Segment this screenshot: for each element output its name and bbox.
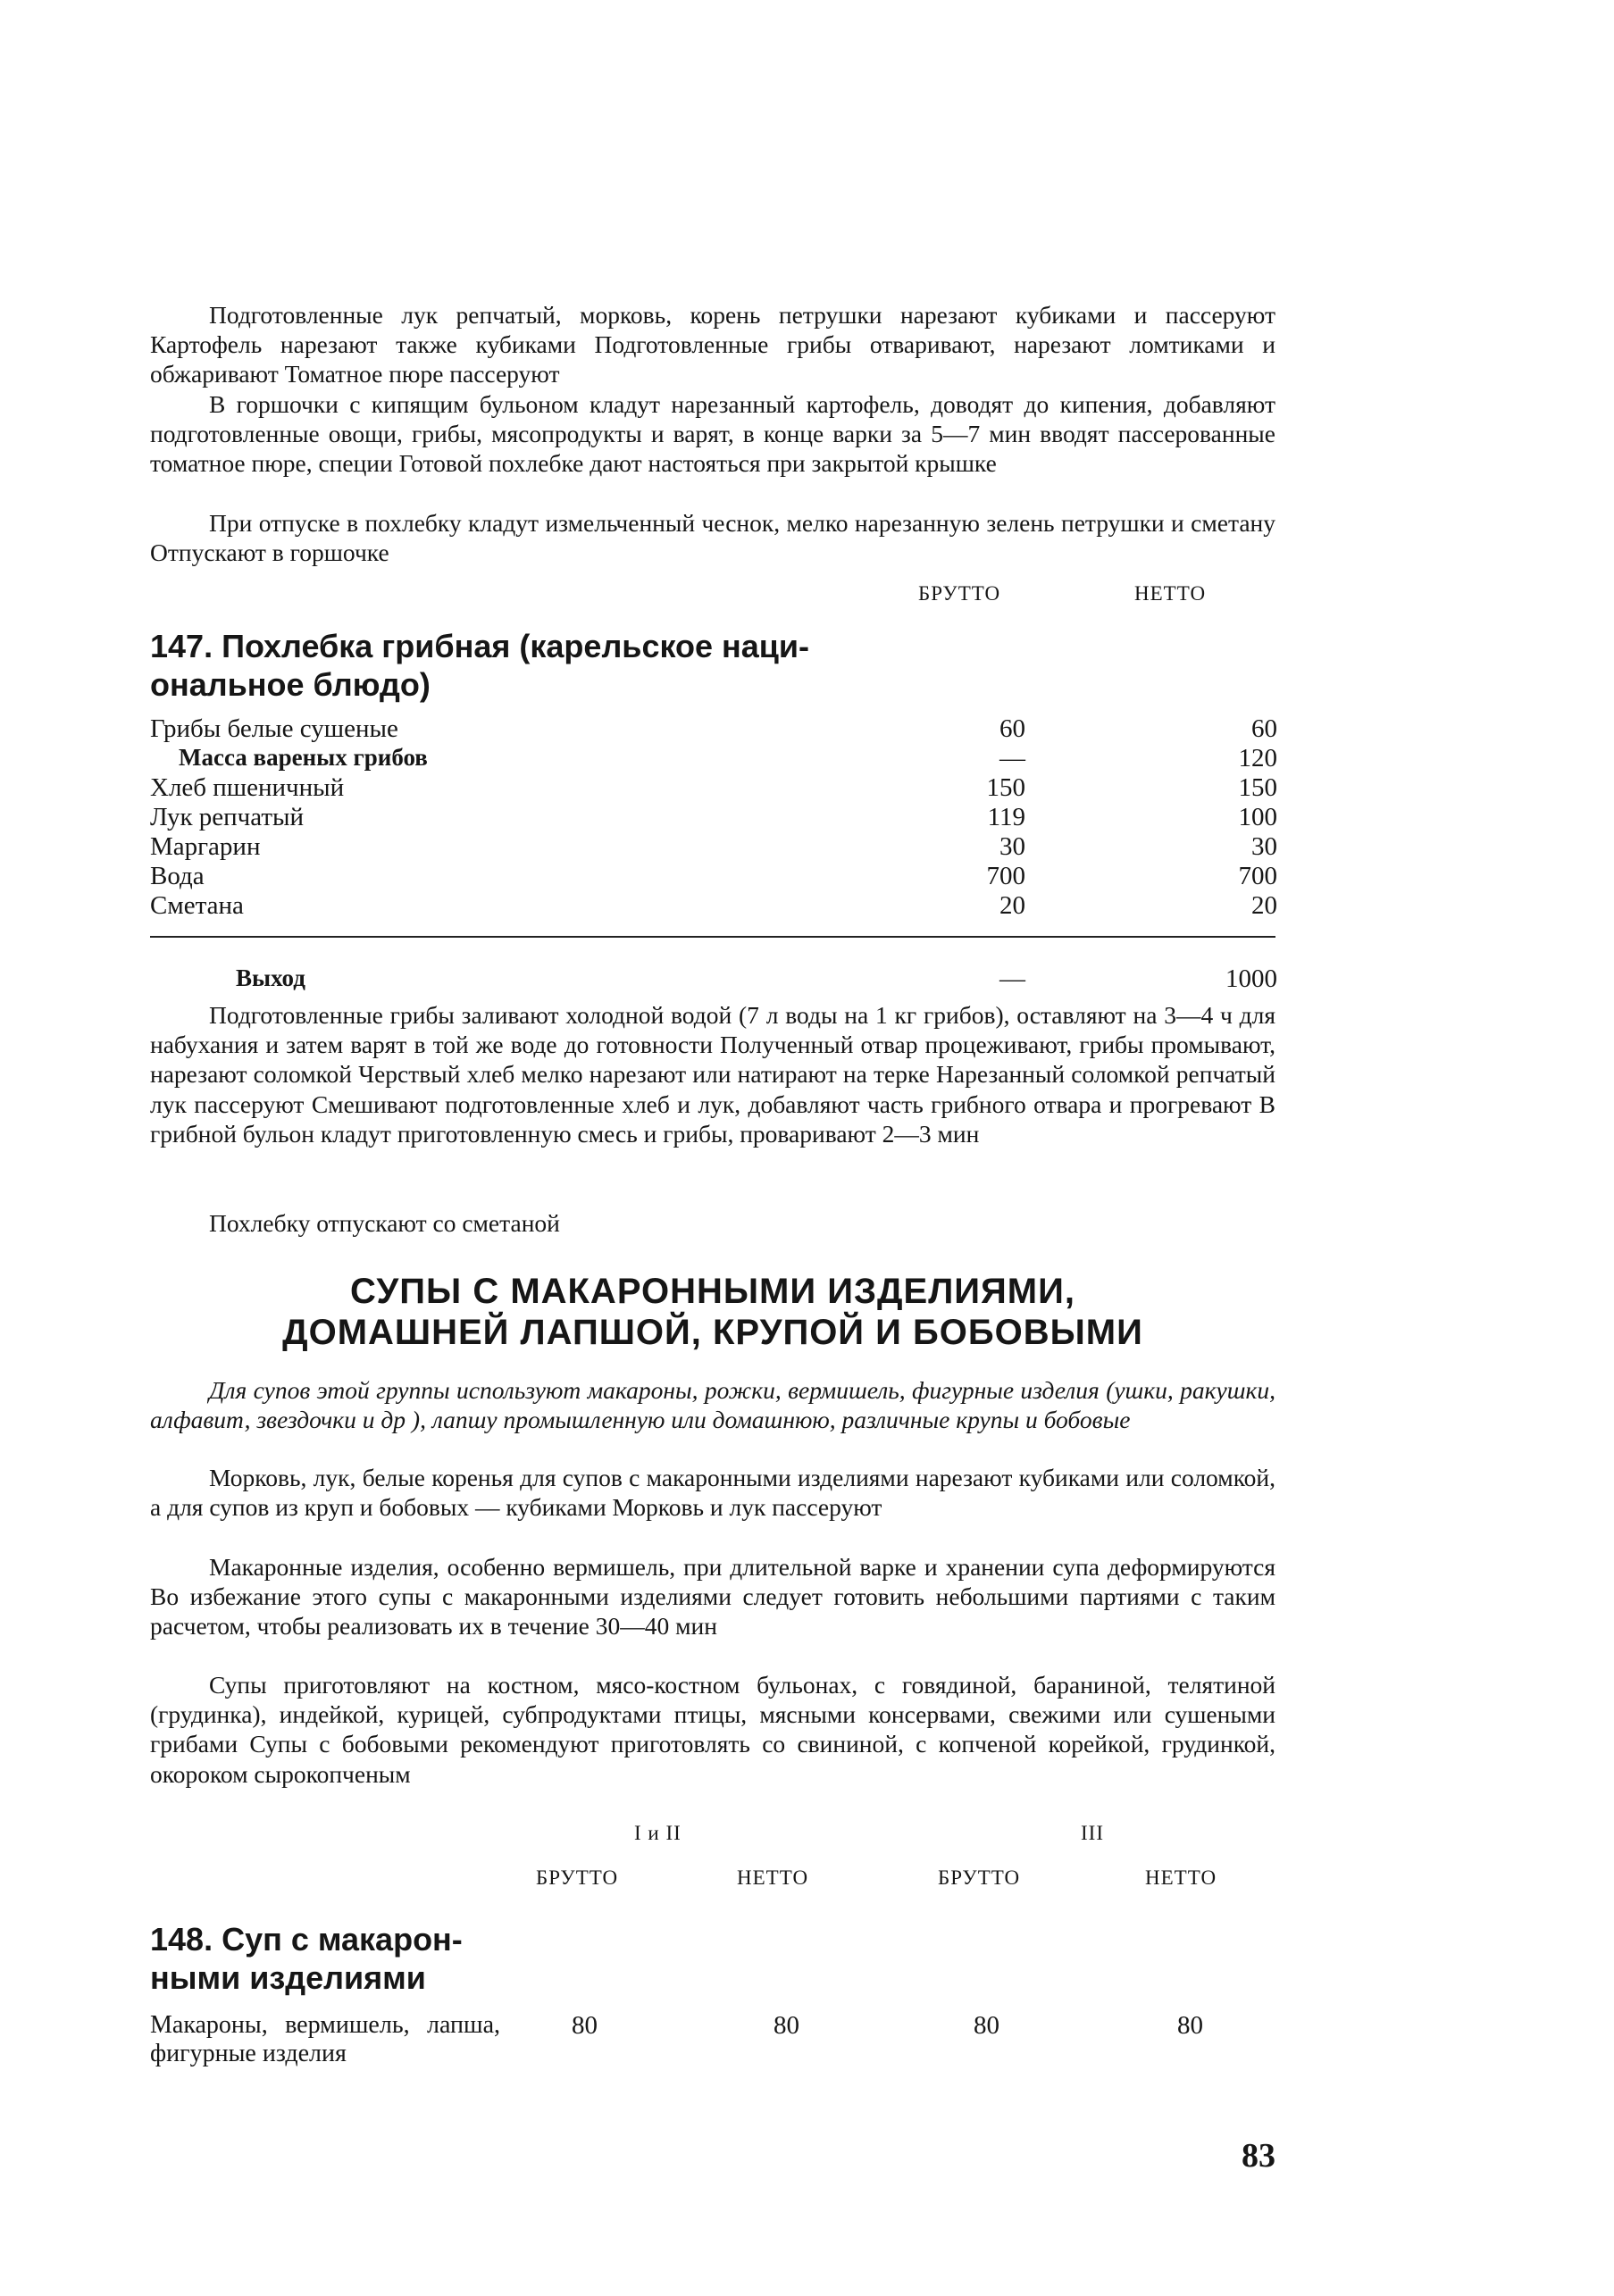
ingredient-row — [150, 862, 1275, 891]
recipe-148-title-line2: ными изделиями — [150, 1959, 426, 1996]
brutto-value: 150 — [986, 773, 1025, 802]
netto-value: 60 — [1251, 714, 1277, 743]
ingredient-name: Вода — [150, 862, 205, 890]
col-netto-header: НЕТТО — [1134, 582, 1207, 605]
yield-label: Выход — [236, 964, 305, 991]
netto-value: 30 — [1251, 832, 1277, 861]
brutto-value: 60 — [999, 714, 1025, 743]
recipe-147-serving: Похлебку отпускают со сметаной — [209, 1209, 560, 1237]
row-148-value: 80 — [572, 2011, 598, 2040]
ingredient-name: Хлеб пшеничный — [150, 773, 345, 802]
page-number: 83 — [1242, 2137, 1275, 2175]
netto-value: 120 — [1238, 744, 1277, 772]
intro-paragraph-1: Подготовленные лук репчатый, морковь, корень петрушки нарезают кубиками и пассеруют Картофель нарезают также кубиками Подготовленные грибы отваривают, нарезают ломтиками и обжаривают Томатное пюре пассеруют — [150, 301, 1275, 388]
col-brutto-header: БРУТТО — [918, 582, 1001, 605]
section-paragraph-1: Для супов этой группы используют макароны, рожки, вермишель, фигурные изделия (ушки, ракушки, алфавит, звездочки и др ), лапшу промышленную или домашнюю, различные крупы и бобовые — [150, 1376, 1275, 1434]
row-148-value: 80 — [974, 2011, 999, 2040]
ingredient-name: Масса вареных грибов — [179, 744, 428, 771]
intro-paragraph-3: При отпуске в похлебку кладут измельченный чеснок, мелко нарезанную зелень петрушки и сметану Отпускают в горшочке — [150, 509, 1275, 567]
ingredient-name: Сметана — [150, 891, 244, 920]
brutto-value: 700 — [986, 862, 1025, 890]
recipe-147-title-line2: ональное блюдо) — [150, 666, 431, 703]
netto-value: 100 — [1238, 803, 1277, 831]
netto-value: 700 — [1238, 862, 1277, 890]
section-paragraph-2: Морковь, лук, белые коренья для супов с макаронными изделиями нарезают кубиками или соломкой, а для супов из круп и бобовых — кубиками Морковь и лук пассеруют — [150, 1464, 1275, 1522]
brutto-value: 119 — [987, 803, 1025, 831]
recipe-147-method: Подготовленные грибы заливают холодной водой (7 л воды на 1 кг грибов), оставляют на 3—4 ч для набухания и затем варят в той же воде до готовности Полученный отвар процеживают, грибы промывают, нарезают соломкой Черствый хлеб мелко нарезают или натирают на терке Нарезанный соломкой репчатый лук пассеруют Смешивают подготовленные хлеб и лук, добавляют часть грибного отвара и прогревают В грибной бульон кладут приготовленную смесь и грибы, проваривают 2—3 мин — [150, 1001, 1275, 1148]
brutto-value: — — [999, 744, 1025, 772]
ingredient-row — [150, 714, 1275, 744]
yield-row — [150, 964, 1275, 994]
row-148-value: 80 — [1177, 2011, 1203, 2040]
ingredient-row — [150, 744, 1275, 773]
ingredient-row — [150, 803, 1275, 832]
ingredient-row — [150, 891, 1275, 921]
ingredient-name: Маргарин — [150, 832, 261, 861]
row-148-value: 80 — [774, 2011, 799, 2040]
column-header: БРУТТО — [938, 1866, 1021, 1889]
section-heading-line1: СУПЫ С МАКАРОННЫМИ ИЗДЕЛИЯМИ, — [350, 1272, 1075, 1311]
netto-value: 20 — [1251, 891, 1277, 920]
ingredient-name-148: Макароны, вермишель, лапша, фигурные изделия — [150, 2011, 500, 2067]
column-header: БРУТТО — [536, 1866, 619, 1889]
recipe-148-title-line1: 148. Суп с макарон- — [150, 1921, 463, 1958]
intro-paragraph-2: В горшочки с кипящим бульоном кладут нарезанный картофель, доводят до кипения, добавляют подготовленные овощи, грибы, мясопродукты и варят, в конце варки за 5—7 мин вводят пассерованные томатное пюре, специи Готовой похлебке дают настояться при закрытой крышке — [150, 390, 1275, 478]
group-header-2: III — [1081, 1822, 1104, 1844]
ingredient-row — [150, 773, 1275, 803]
section-paragraph-3: Макаронные изделия, особенно вермишель, при длительной варке и хранении супа деформируются Во избежание этого супы с макаронными изделиями следует готовить небольшими партиями с таким расчетом, чтобы реализовать их в течение 30—40 мин — [150, 1553, 1275, 1641]
table-rule — [150, 936, 1275, 938]
yield-netto: 1000 — [1225, 964, 1277, 993]
netto-value: 150 — [1238, 773, 1277, 802]
group-header-1: I и II — [634, 1822, 682, 1844]
ingredient-name: Лук репчатый — [150, 803, 305, 831]
ingredient-name: Грибы белые сушеные — [150, 714, 398, 743]
brutto-value: 30 — [999, 832, 1025, 861]
column-header: НЕТТО — [737, 1866, 809, 1889]
column-header: НЕТТО — [1145, 1866, 1217, 1889]
recipe-147-title-line1: 147. Похлебка грибная (карельское наци- — [150, 628, 810, 664]
brutto-value: 20 — [999, 891, 1025, 920]
yield-brutto: — — [999, 964, 1025, 993]
section-paragraph-4: Супы приготовляют на костном, мясо-костном бульонах, с говядиной, бараниной, телятиной (грудинка), индейкой, курицей, субпродуктами птицы, мясными консервами, свежими или сушеными грибами Супы с бобовыми рекомендуют приготовлять со свининой, с копченой корейкой, грудинкой, окороком сырокопченым — [150, 1671, 1275, 1788]
ingredient-row — [150, 832, 1275, 862]
section-heading-line2: ДОМАШНЕЙ ЛАПШОЙ, КРУПОЙ И БОБОВЫМИ — [282, 1313, 1143, 1352]
